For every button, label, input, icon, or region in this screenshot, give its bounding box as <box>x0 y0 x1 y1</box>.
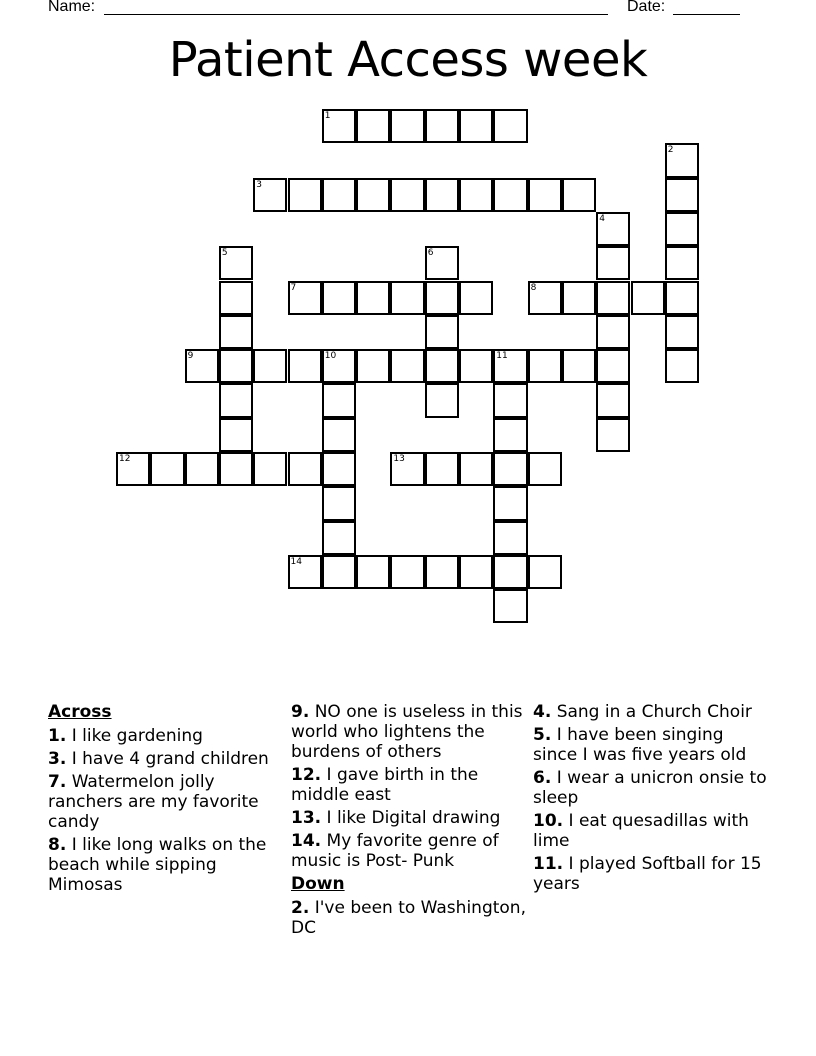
clue-across-1: 1. I like gardening <box>48 726 203 746</box>
crossword-cell[interactable] <box>665 281 699 315</box>
date-label: Date: <box>627 0 666 15</box>
crossword-cell[interactable] <box>665 143 699 177</box>
crossword-cell[interactable] <box>425 315 459 349</box>
crossword-cell[interactable] <box>322 349 356 383</box>
crossword-cell[interactable] <box>116 452 150 486</box>
crossword-cell[interactable] <box>425 383 459 417</box>
crossword-cell[interactable] <box>288 178 322 212</box>
cell-number: 12 <box>119 454 131 464</box>
crossword-cell[interactable] <box>493 383 527 417</box>
crossword-cell[interactable] <box>390 452 424 486</box>
crossword-cell[interactable] <box>562 349 596 383</box>
crossword-cell[interactable] <box>665 246 699 280</box>
clue-down-4: 4. Sang in a Church Choir <box>533 702 752 722</box>
crossword-cell[interactable] <box>356 109 390 143</box>
crossword-cell[interactable] <box>219 452 253 486</box>
clue-down-5: 5. I have been singing since I was five years old <box>533 725 747 765</box>
crossword-cell[interactable] <box>253 349 287 383</box>
crossword-cell[interactable] <box>459 452 493 486</box>
cell-number: 1 <box>324 111 331 121</box>
crossword-cell[interactable] <box>425 281 459 315</box>
crossword-cell[interactable] <box>288 281 322 315</box>
crossword-cell[interactable] <box>185 452 219 486</box>
clue-down-10: 10. I eat quesadillas with lime <box>533 811 749 851</box>
crossword-cell[interactable] <box>425 452 459 486</box>
crossword-cell[interactable] <box>665 178 699 212</box>
crossword-cell[interactable] <box>631 281 665 315</box>
crossword-cell[interactable] <box>288 349 322 383</box>
crossword-cell[interactable] <box>288 452 322 486</box>
crossword-cell[interactable] <box>322 452 356 486</box>
crossword-cell[interactable] <box>493 178 527 212</box>
crossword-cell[interactable] <box>322 109 356 143</box>
crossword-cell[interactable] <box>528 281 562 315</box>
crossword-cell[interactable] <box>596 383 630 417</box>
cell-number: 2 <box>667 145 674 156</box>
clue-across-9: 9. NO one is useless in this world who lightens the burdens of others <box>291 702 523 762</box>
crossword-cell[interactable] <box>596 246 630 280</box>
cell-number: 14 <box>290 556 302 567</box>
crossword-cell[interactable] <box>596 281 630 315</box>
crossword-cell[interactable] <box>596 349 630 383</box>
cell-number: 10 <box>324 351 337 362</box>
crossword-cell[interactable] <box>390 555 424 589</box>
crossword-cell[interactable] <box>528 452 562 486</box>
crossword-cell[interactable] <box>219 246 253 280</box>
crossword-cell[interactable] <box>665 349 699 383</box>
cell-number: 6 <box>427 248 434 259</box>
clue-down-11: 11. I played Softball for 15 years <box>533 854 762 894</box>
crossword-cell[interactable] <box>219 349 253 383</box>
crossword-cell[interactable] <box>528 555 562 589</box>
crossword-cell[interactable] <box>322 383 356 417</box>
cell-number: 4 <box>599 213 605 224</box>
crossword-cell[interactable] <box>425 178 459 212</box>
crossword-cell[interactable] <box>493 418 527 452</box>
crossword-cell[interactable] <box>322 486 356 520</box>
cell-number: 9 <box>187 351 194 362</box>
crossword-cell[interactable] <box>493 521 527 555</box>
crossword-cell[interactable] <box>253 452 287 486</box>
crossword-cell[interactable] <box>562 178 596 212</box>
crossword-cell[interactable] <box>493 555 527 589</box>
crossword-cell[interactable] <box>596 212 630 246</box>
cell-number: 8 <box>530 282 537 293</box>
crossword-cell[interactable] <box>459 281 493 315</box>
crossword-cell[interactable] <box>288 555 322 589</box>
crossword-cell[interactable] <box>459 109 493 143</box>
crossword-cell[interactable] <box>596 315 630 349</box>
crossword-cell[interactable] <box>493 452 527 486</box>
clue-across-13: 13. I like Digital drawing <box>291 808 501 828</box>
clue-across-3: 3. I have 4 grand children <box>48 749 269 769</box>
crossword-cell[interactable] <box>219 383 253 417</box>
crossword-cell[interactable] <box>425 246 459 280</box>
cell-number: 3 <box>256 179 262 190</box>
crossword-cell[interactable] <box>459 178 493 212</box>
crossword-cell[interactable] <box>493 349 527 383</box>
crossword-cell[interactable] <box>493 109 527 143</box>
crossword-cell[interactable] <box>528 178 562 212</box>
cell-number: 5 <box>221 248 228 259</box>
crossword-cell[interactable] <box>322 281 356 315</box>
clues-column-1 <box>48 702 283 898</box>
crossword-cell[interactable] <box>459 555 493 589</box>
crossword-cell[interactable] <box>322 555 356 589</box>
crossword-cell[interactable] <box>390 281 424 315</box>
crossword-cell[interactable] <box>219 418 253 452</box>
down-heading: Down <box>291 874 345 894</box>
crossword-cell[interactable] <box>665 315 699 349</box>
crossword-cell[interactable] <box>356 281 390 315</box>
cell-number: 7 <box>290 282 297 293</box>
crossword-cell[interactable] <box>425 109 459 143</box>
crossword-cell[interactable] <box>459 349 493 383</box>
crossword-cell[interactable] <box>528 349 562 383</box>
crossword-cell[interactable] <box>150 452 184 486</box>
clue-down-6: 6. I wear a unicron onsie to sleep <box>533 768 767 808</box>
clue-across-7: 7. Watermelon jolly ranchers are my favorite candy <box>48 772 259 832</box>
clue-across-8: 8. I like long walks on the beach while sipping Mimosas <box>48 835 267 895</box>
clues-column-2 <box>291 702 526 941</box>
crossword-cell[interactable] <box>390 109 424 143</box>
clues-column-3 <box>533 702 768 897</box>
crossword-cell[interactable] <box>322 521 356 555</box>
name-label: Name: <box>48 0 96 15</box>
clue-across-12: 12. I gave birth in the middle east <box>291 765 479 805</box>
crossword-cell[interactable] <box>425 555 459 589</box>
crossword-cell[interactable] <box>219 315 253 349</box>
crossword-cell[interactable] <box>356 349 390 383</box>
crossword-cell[interactable] <box>322 178 356 212</box>
crossword-cell[interactable] <box>185 349 219 383</box>
crossword-cell[interactable] <box>596 418 630 452</box>
cell-number: 13 <box>393 454 405 464</box>
cell-number: 11 <box>496 351 508 362</box>
clue-across-14: 14. My favorite genre of music is Post- Punk <box>291 831 499 871</box>
crossword-cell[interactable] <box>493 486 527 520</box>
crossword-cell[interactable] <box>219 281 253 315</box>
crossword-cell[interactable] <box>390 178 424 212</box>
crossword-cell[interactable] <box>322 418 356 452</box>
crossword-cell[interactable] <box>356 178 390 212</box>
crossword-cell[interactable] <box>425 349 459 383</box>
crossword-cell[interactable] <box>493 589 527 623</box>
across-heading: Across <box>48 702 112 722</box>
page-title: Patient Access week <box>168 32 648 88</box>
crossword-cell[interactable] <box>665 212 699 246</box>
clue-down-2: 2. I've been to Washington, DC <box>291 898 526 938</box>
crossword-cell[interactable] <box>562 281 596 315</box>
crossword-cell[interactable] <box>356 555 390 589</box>
crossword-cell[interactable] <box>390 349 424 383</box>
crossword-cell[interactable] <box>253 178 287 212</box>
